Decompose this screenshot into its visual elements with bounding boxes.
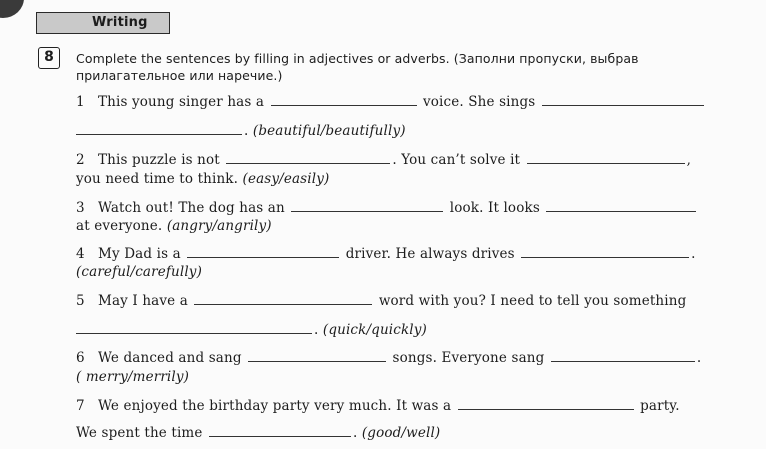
item-text: We danced and sang xyxy=(98,350,242,366)
item-text: This puzzle is not xyxy=(98,152,220,168)
item-text: We enjoyed the birthday party very much. It was a xyxy=(98,398,452,414)
answer-blank[interactable] xyxy=(226,151,390,164)
item-3-line-2 xyxy=(76,217,272,235)
item-1-line-1 xyxy=(76,93,706,111)
item-4-line-1 xyxy=(76,245,696,263)
item-options: (beautiful/beautifully) xyxy=(252,123,406,139)
answer-blank[interactable] xyxy=(527,151,685,164)
exercise-instruction: Complete the sentences by filling in adjectives or adverbs. (Заполни пропуски, выбрав прилагательное или наречие.) xyxy=(76,51,639,83)
item-text: . You can’t solve it xyxy=(392,152,521,168)
item-2-line-1 xyxy=(76,151,691,169)
item-number: 2 xyxy=(76,152,85,168)
item-text: party. xyxy=(640,398,680,414)
item-punct: . xyxy=(314,322,319,338)
item-number: 1 xyxy=(76,94,85,110)
item-punct: . xyxy=(691,246,696,262)
answer-blank[interactable] xyxy=(76,321,312,334)
answer-blank[interactable] xyxy=(194,292,372,305)
item-text: you need time to think. xyxy=(76,171,239,187)
answer-blank[interactable] xyxy=(551,349,695,362)
item-text: voice. She sings xyxy=(423,94,536,110)
item-punct: , xyxy=(686,152,692,168)
item-text: Watch out! The dog has an xyxy=(98,200,285,216)
answer-blank[interactable] xyxy=(458,397,634,410)
item-1-line-2 xyxy=(76,122,406,140)
answer-blank[interactable] xyxy=(542,93,704,106)
item-6-line-1 xyxy=(76,349,701,367)
item-7-line-1 xyxy=(76,397,680,415)
answer-blank[interactable] xyxy=(271,93,417,106)
item-punct: . xyxy=(244,123,249,139)
item-text: We spent the time xyxy=(76,425,203,441)
item-options: (careful/carefully) xyxy=(76,264,202,280)
answer-blank[interactable] xyxy=(248,349,386,362)
item-options: (quick/quickly) xyxy=(322,322,427,338)
item-6-line-2 xyxy=(76,368,189,386)
item-5-line-2 xyxy=(76,321,427,339)
item-text: My Dad is a xyxy=(98,246,181,262)
item-options: (angry/angrily) xyxy=(166,218,272,234)
item-punct: . xyxy=(352,425,358,441)
item-options: ( merry/merrily) xyxy=(76,369,190,385)
item-text: May I have a xyxy=(98,293,188,309)
item-number: 4 xyxy=(76,246,85,262)
item-5-line-1 xyxy=(76,292,686,310)
answer-blank[interactable] xyxy=(291,199,443,212)
item-text: look. It looks xyxy=(449,200,540,216)
item-2-line-2 xyxy=(76,170,329,188)
item-7-line-2 xyxy=(76,424,440,442)
item-4-line-2 xyxy=(76,263,202,281)
page-corner-decoration xyxy=(0,0,24,18)
item-number: 3 xyxy=(76,200,85,216)
item-options: (easy/easily) xyxy=(242,171,330,187)
answer-blank[interactable] xyxy=(76,122,242,135)
item-text: This young singer has a xyxy=(98,94,265,110)
item-punct: . xyxy=(696,350,702,366)
item-text: at everyone. xyxy=(76,218,163,234)
item-text: driver. He always drives xyxy=(345,246,515,262)
answer-blank[interactable] xyxy=(521,245,689,258)
answer-blank[interactable] xyxy=(209,424,351,437)
answer-blank[interactable] xyxy=(187,245,339,258)
item-number: 5 xyxy=(76,293,85,309)
item-3-line-1 xyxy=(76,199,698,217)
exercise-number: 8 xyxy=(38,47,60,69)
item-number: 7 xyxy=(76,398,85,414)
item-text: word with you? I need to tell you something xyxy=(378,293,687,309)
answer-blank[interactable] xyxy=(546,199,696,212)
section-title: Writing xyxy=(36,12,170,34)
item-text: songs. Everyone sang xyxy=(392,350,545,366)
item-options: (good/well) xyxy=(361,425,441,441)
item-number: 6 xyxy=(76,350,85,366)
